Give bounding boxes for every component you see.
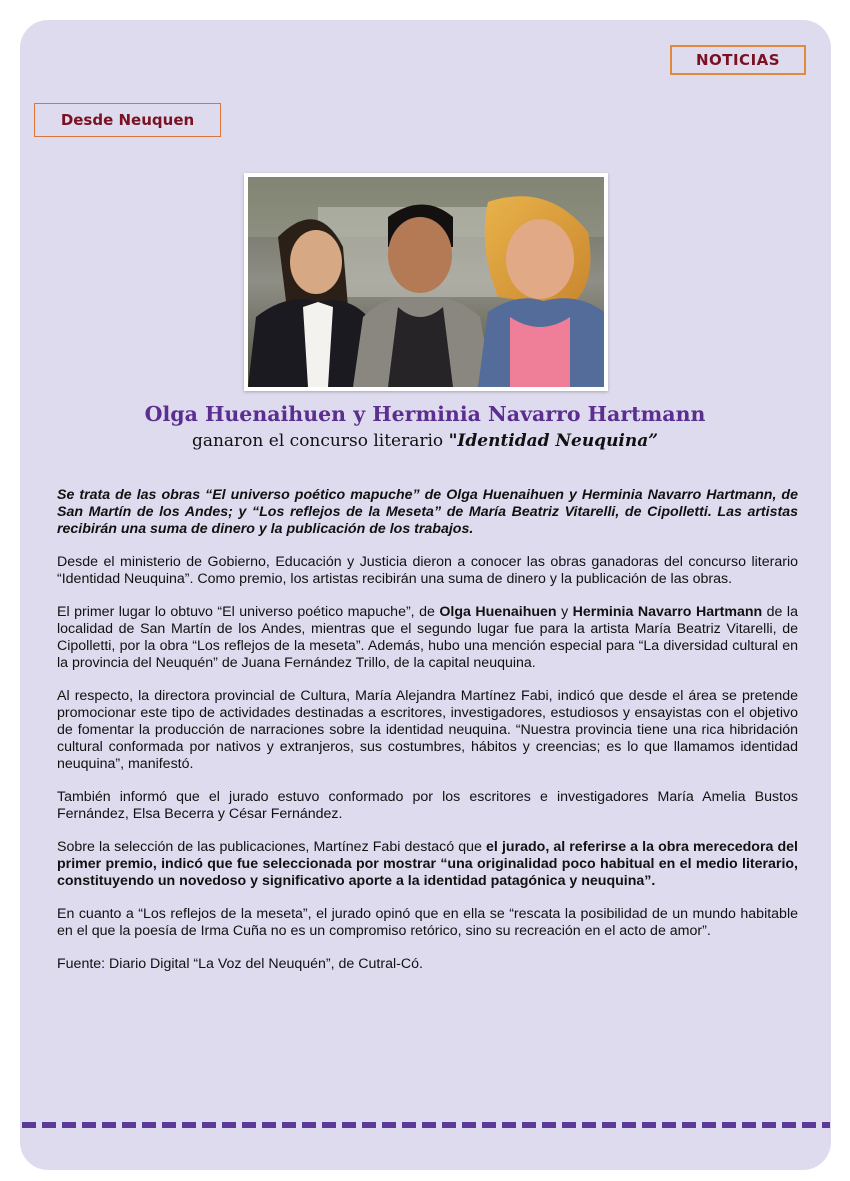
paragraph-text: de la localidad de San Martín de los Andes, mientras que el segundo lugar fue para la artista María Beatriz Vitarelli, de Cipolletti, por la obra “Los reflejos de la meseta”. Además, hubo una mención especial para “La diversidad cultural en la provincia del Neuquén” de Juana Fernández Trillo, de la capital neuquina. <box>57 604 798 671</box>
article-photo <box>244 173 608 391</box>
article-paragraph <box>57 604 798 672</box>
jury-quote: el jurado, al referirse a la obra merecedora del primer premio, indicó que fue seleccionada por mostrar “una originalidad poco habitual en el medio literario, constituyendo un novedoso y significativo aporte a la identidad patagónica y neuquina”. <box>57 839 798 889</box>
photo-illustration <box>248 177 604 387</box>
paragraph-text: y <box>556 604 573 620</box>
article-paragraph: También informó que el jurado estuvo conformado por los escritores e investigadores María Amelia Bustos Fernández, Elsa Becerra y César Fernández. <box>57 789 798 822</box>
section-badge: NOTICIAS <box>670 45 806 75</box>
article-lead: Se trata de las obras “El universo poético mapuche” de Olga Huenaihuen y Herminia Navarro Hartmann, de San Martín de los Andes; y “Los reflejos de la Meseta” de María Beatriz Vitarelli, de Cipolletti. Las artistas recibirán una suma de dinero y la publicación de los trabajos. <box>57 487 798 537</box>
author-name: Olga Huenaihuen <box>439 604 557 620</box>
paragraph-text: El primer lugar lo obtuvo “El universo poético mapuche”, de <box>57 604 440 620</box>
paragraph-text: Sobre la selección de las publicaciones, Martínez Fabi destacó que <box>57 839 487 855</box>
footer-divider <box>22 1122 830 1128</box>
headline-title: Olga Huenaihuen y Herminia Navarro Hartmann <box>144 402 706 426</box>
article-paragraph: En cuanto a “Los reflejos de la meseta”, el jurado opinó que en ella se “rescata la posibilidad de un mundo habitable en el que la poesía de Irma Cuña no es un compromiso retórico, sino su recreación en el acto de amor”. <box>57 906 798 939</box>
author-name: Herminia Navarro Hartmann <box>572 604 763 620</box>
subtitle-prefix: ganaron el concurso literario <box>191 431 444 451</box>
article-body <box>57 487 798 989</box>
category-label: Desde Neuquen <box>34 103 221 137</box>
subtitle-emphasis: "Identidad Neuquina” <box>448 431 659 451</box>
article-paragraph <box>57 839 798 890</box>
article-paragraph: Al respecto, la directora provincial de Cultura, María Alejandra Martínez Fabi, indicó que desde el área se pretende promocionar este tipo de actividades destinadas a escritores, investigadores, estudiosos y ensayistas con el objetivo de fomentar la producción de narraciones sobre la identidad neuquina. “Nuestra provincia tiene una rica hibridación cultural conformada por nativos y extranjeros, sus costumbres, hábitos y creencias; es lo que llamamos identidad neuquina”, manifestó. <box>57 688 798 772</box>
headline-subtitle <box>40 431 810 451</box>
article-paragraph: Desde el ministerio de Gobierno, Educación y Justicia dieron a conocer las obras ganadoras del concurso literario “Identidad Neuquina”. Como premio, los artistas recibirán una suma de dinero y la publicación de las obras. <box>57 554 798 587</box>
article-source: Fuente: Diario Digital “La Voz del Neuquén”, de Cutral-Có. <box>57 956 423 972</box>
